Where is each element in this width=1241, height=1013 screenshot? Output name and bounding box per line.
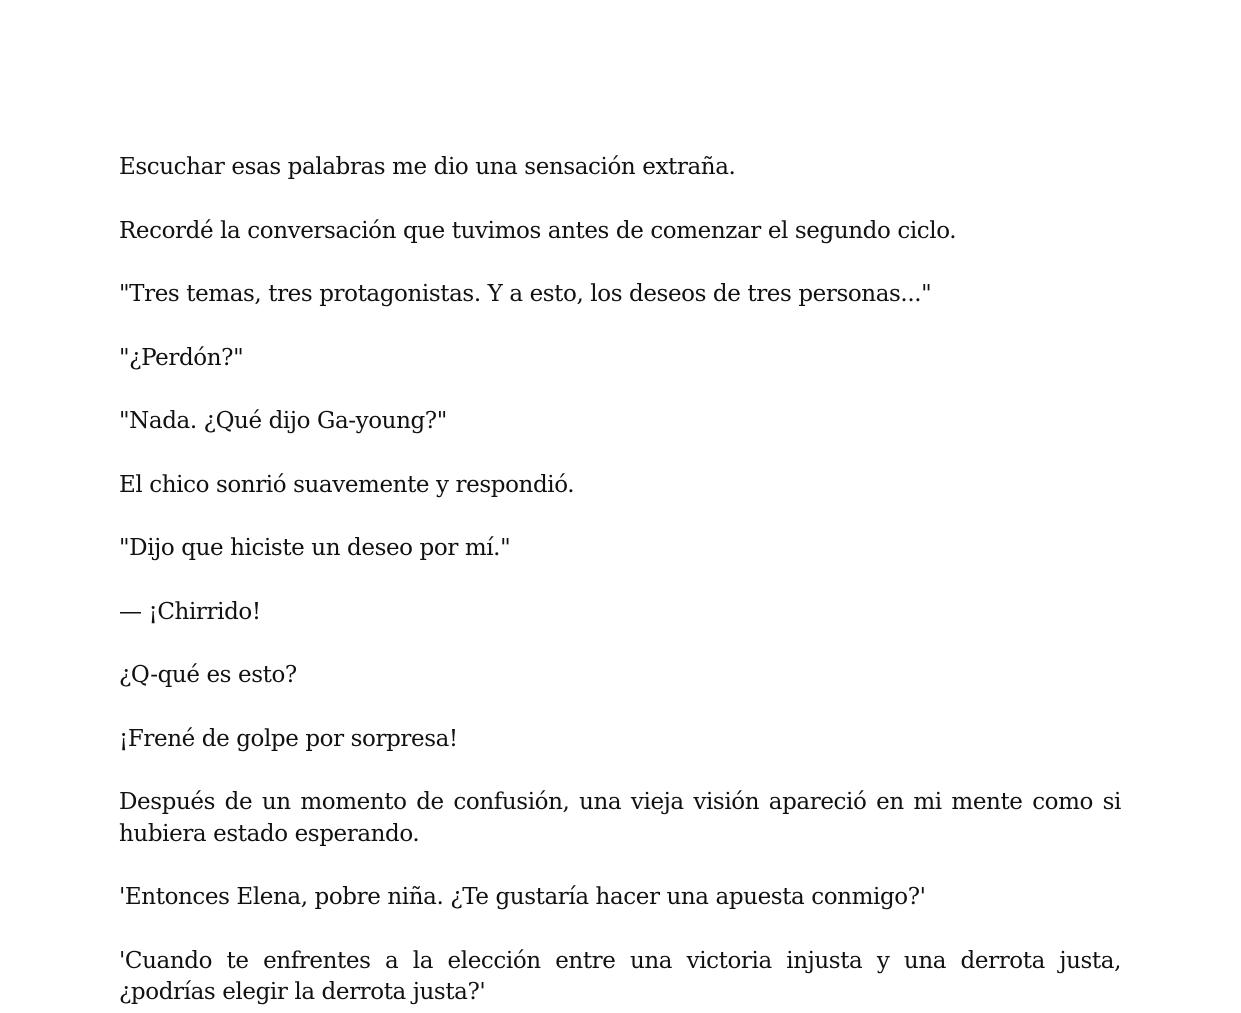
paragraph-5: "Nada. ¿Qué dijo Ga-young?" [119,408,447,434]
paragraph-6: El chico sonrió suavemente y respondió. [119,471,575,498]
paragraph-2: Recordé la conversación que tuvimos antes de comenzar el segundo ciclo. [119,217,957,244]
paragraph-1: Escuchar esas palabras me dio una sensación extraña. [119,154,736,180]
paragraph-8: — ¡Chirrido! [119,598,261,625]
paragraph-13: 'Cuando te enfrentes a la elección entre una victoria injusta y una derrota justa, ¿podrías elegir la derrota justa?' [119,947,1121,1005]
paragraph-3: "Tres temas, tres protagonistas. Y a esto, los deseos de tres personas..." [119,281,932,307]
document-body [119,152,1121,1009]
paragraph-11: Después de un momento de confusión, una vieja visión apareció en mi mente como si hubiera estado esperando. [119,789,1121,847]
paragraph-4: "¿Perdón?" [119,344,244,371]
paragraph-10: ¡Frené de golpe por sorpresa! [119,725,458,752]
paragraph-7: "Dijo que hiciste un deseo por mí." [119,535,511,561]
paragraph-12: 'Entonces Elena, pobre niña. ¿Te gustaría hacer una apuesta conmigo?' [119,884,926,910]
paragraph-9: ¿Q-qué es esto? [119,662,297,688]
